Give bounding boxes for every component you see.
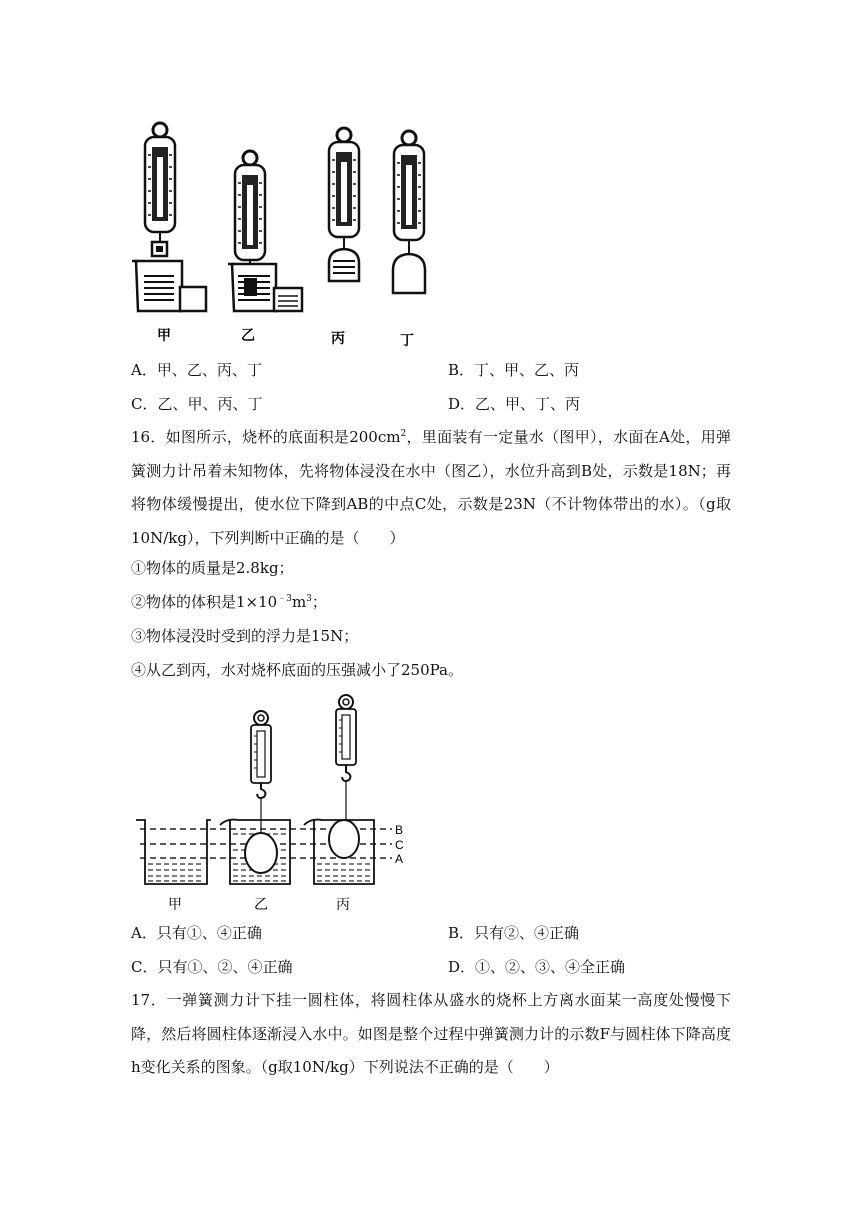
fig1-label-yi: 乙 [241, 328, 255, 344]
q16-option-b[interactable] [448, 923, 579, 943]
scale-jia [132, 123, 206, 311]
fig1-label-bing: 丙 [331, 331, 345, 347]
option-letter: D． [448, 958, 476, 976]
option-text: 只有②、④正确 [474, 924, 580, 942]
option-letter: D． [448, 395, 476, 413]
fig2-label-bing: 丙 [336, 897, 350, 913]
option-letter: C． [131, 395, 158, 413]
option-text: 乙、甲、丙、丁 [157, 395, 263, 413]
option-letter: A． [131, 924, 157, 942]
scale-bing [329, 128, 359, 281]
option-text: 只有①、②、④正确 [157, 958, 293, 976]
q16-statement-2: ②物体的体积是$1\times 10^{﹣3}m^3$； [131, 593, 327, 611]
beaker-yi [220, 711, 290, 884]
q15-option-b[interactable] [448, 360, 579, 380]
option-text: 甲、乙、丙、丁 [156, 361, 262, 379]
q16-stem: 16．如图所示，烧杯的底面积是$200cm^2$，里面装有一定量水（图甲），水面在A处，用弹簧测力计吊着未知物体，先将物体浸没在水中（图乙），水位升高到B处，示数是18N；再将物体缓慢提出，使水位下降到AB的中点C处，示数是23N（不计物体带出的水）。（g取10N/kg），下列判断中正确的是（ ） [131, 428, 731, 547]
scale-ding [393, 131, 425, 293]
option-letter: B． [448, 924, 475, 942]
beaker-bing [304, 695, 374, 884]
level-label-b: B [395, 823, 404, 837]
fig1-label-ding: 丁 [400, 333, 414, 349]
option-text: ①、②、③、④全正确 [475, 958, 626, 976]
level-label-a: A [395, 852, 404, 866]
q16-option-d[interactable] [448, 957, 625, 977]
question-number: 16． [131, 428, 166, 446]
q16-statement-4: ④从乙到丙，水对烧杯底面的压强减小了250Pa。 [131, 661, 463, 679]
q16-option-a[interactable] [131, 923, 262, 943]
fig2-label-yi: 乙 [254, 897, 268, 913]
q16-option-c[interactable] [131, 957, 293, 977]
fig2-label-jia: 甲 [168, 897, 182, 913]
q15-option-c[interactable] [131, 394, 263, 414]
q15-option-a[interactable] [131, 360, 262, 380]
level-label-c: C [395, 838, 404, 852]
option-text: 只有①、④正确 [156, 924, 262, 942]
option-text: 丁、甲、乙、丙 [474, 361, 580, 379]
option-text: 乙、甲、丁、丙 [475, 395, 581, 413]
q16-statement-1: ①物体的质量是2.8kg； [131, 559, 294, 577]
fig1-label-jia: 甲 [157, 328, 171, 344]
q17-stem: 17．一弹簧测力计下挂一圆柱体，将圆柱体从盛水的烧杯上方离水面某一高度处慢慢下降，然后将圆柱体逐渐浸入水中。如图是整个过程中弹簧测力计的示数F与圆柱体下降高度h变化关系的图象。（g取10N/kg）下列说法不正确的是（ ） [131, 991, 731, 1076]
option-letter: A． [131, 361, 157, 379]
option-letter: B． [448, 361, 475, 379]
q16-statement-3: ③物体浸没时受到的浮力是15N； [131, 627, 359, 645]
option-letter: C． [131, 958, 158, 976]
question-number: 17． [131, 991, 167, 1009]
q15-option-d[interactable] [448, 394, 580, 414]
beaker-figure-2 [130, 692, 420, 917]
scale-yi [228, 151, 302, 311]
spring-scale-figure-1 [128, 118, 448, 353]
